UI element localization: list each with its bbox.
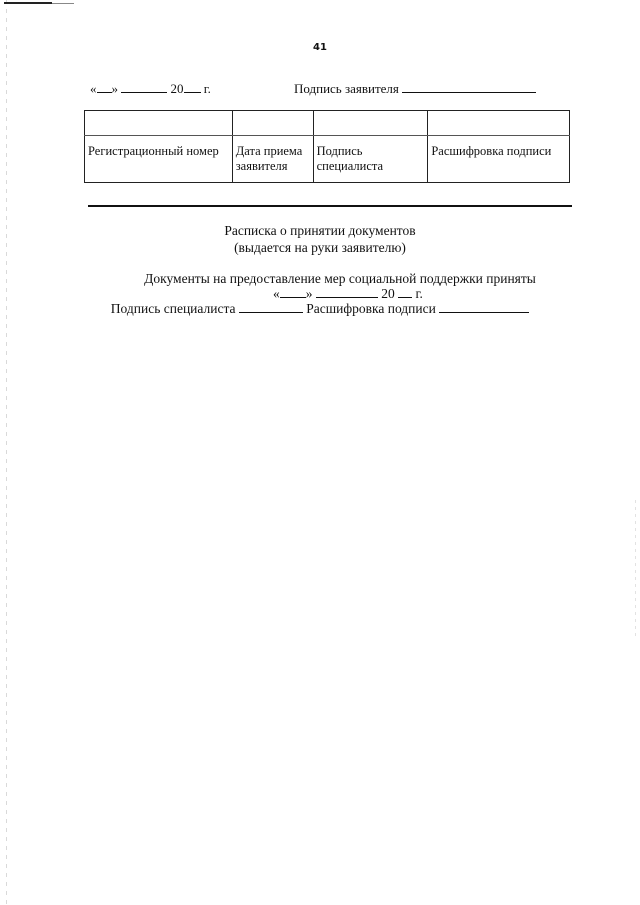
applicant-date-line	[90, 81, 211, 97]
page-number: 41	[313, 42, 327, 53]
col-signature-decoding: Расшифровка подписи	[428, 136, 570, 183]
table-cell	[428, 111, 570, 136]
quote-close: »	[305, 286, 313, 301]
year-suffix: г.	[203, 81, 211, 96]
table-cell	[232, 111, 313, 136]
applicant-signature-blank	[402, 81, 536, 93]
year-blank	[398, 286, 412, 298]
specialist-signature-label: Подпись специалиста	[110, 301, 236, 316]
year-prefix: 20	[170, 81, 184, 96]
day-blank	[97, 81, 112, 93]
applicant-signature-label: Подпись заявителя	[294, 81, 399, 96]
scan-edge-right	[635, 500, 636, 640]
applicant-signature-line	[294, 81, 536, 97]
quote-close: »	[111, 81, 118, 96]
col-registration-number: Регистрационный номер	[85, 136, 233, 183]
year-prefix: 20	[381, 286, 395, 301]
cut-divider	[88, 205, 572, 207]
signature-decoding-blank	[439, 301, 529, 313]
corner-mark-thick	[4, 2, 52, 4]
docs-accepted-text: Документы на предоставление мер социальной поддержки приняты	[144, 271, 536, 286]
table-cell	[313, 111, 428, 136]
year-suffix: г.	[415, 286, 423, 301]
month-blank	[316, 286, 378, 298]
receipt-subtitle: (выдается на руки заявителю)	[234, 240, 406, 255]
quote-open: «	[90, 81, 97, 96]
month-blank	[121, 81, 167, 93]
quote-open: «	[273, 286, 280, 301]
corner-mark	[0, 0, 75, 6]
registration-table	[84, 110, 570, 183]
col-specialist-signature: Подпись специалиста	[313, 136, 428, 183]
table-blank-row	[85, 111, 570, 136]
col-acceptance-date: Дата приема заявителя	[232, 136, 313, 183]
signature-decoding-label: Расшифровка подписи	[306, 301, 436, 316]
day-blank	[280, 286, 306, 298]
corner-mark-thin	[52, 3, 74, 4]
year-blank	[184, 81, 201, 93]
receipt-signature-line	[0, 300, 640, 317]
table-cell	[85, 111, 233, 136]
receipt-title: Расписка о принятии документов	[224, 223, 416, 238]
scan-edge-left	[6, 0, 7, 905]
table-label-row	[85, 136, 570, 183]
specialist-signature-blank	[239, 301, 303, 313]
